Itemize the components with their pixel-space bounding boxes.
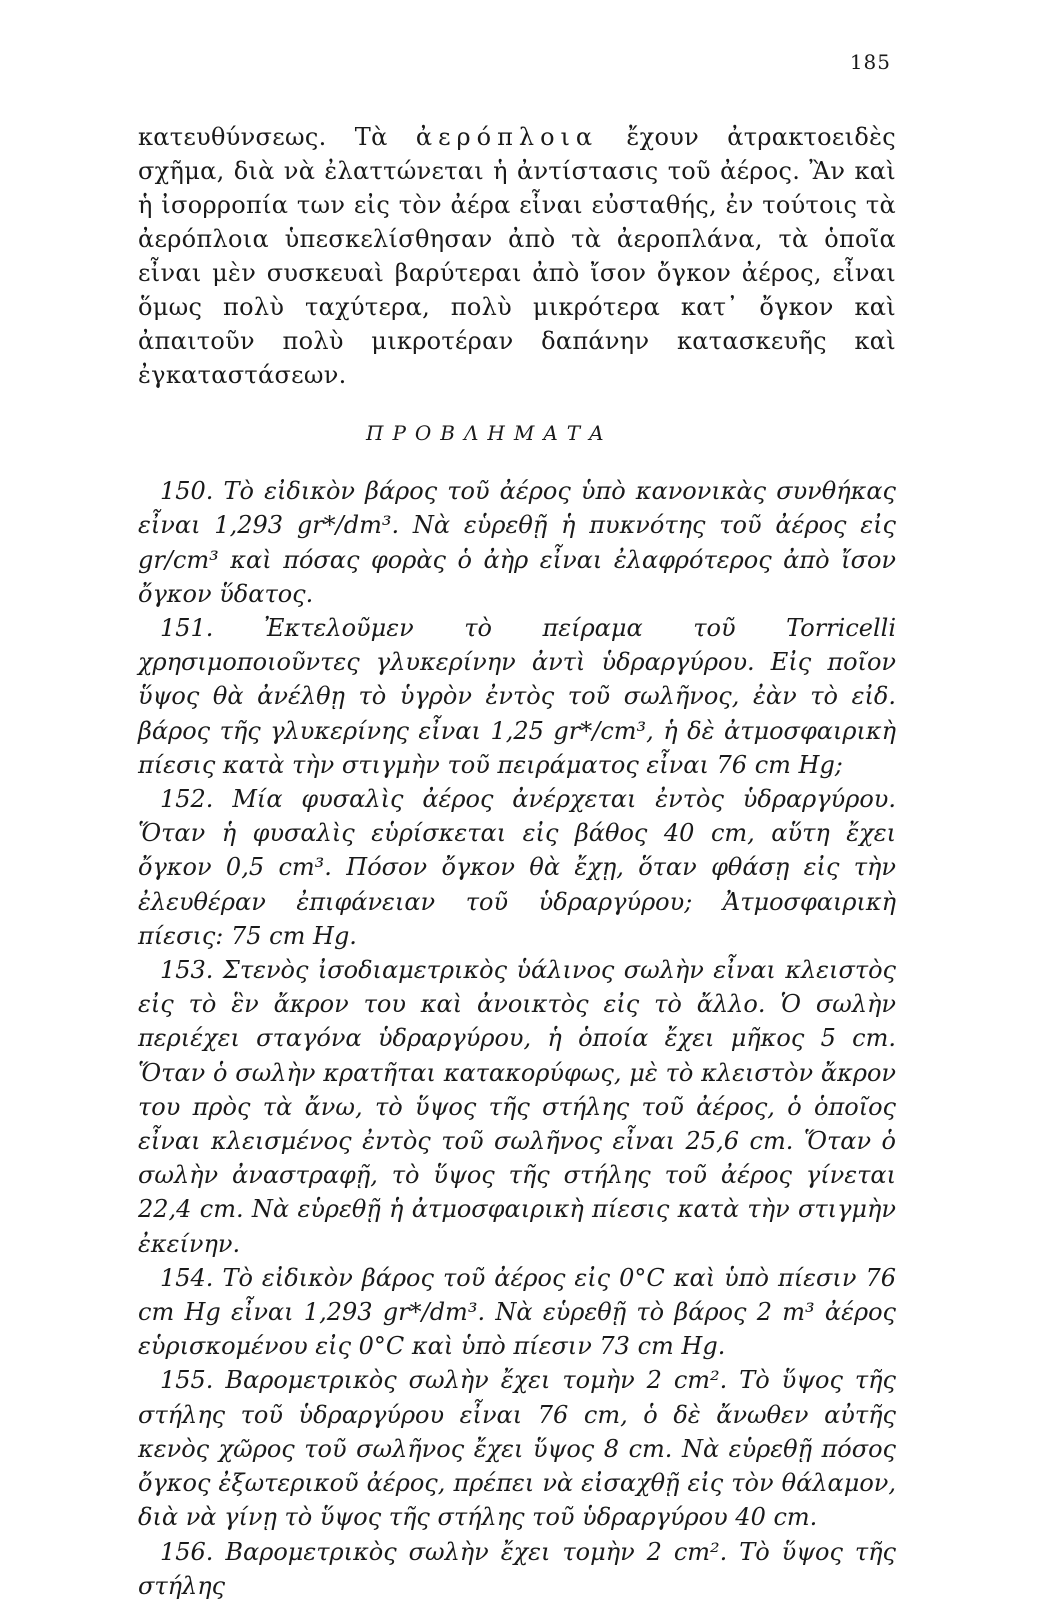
problem-number: 151.	[160, 614, 214, 643]
problem-list	[138, 474, 896, 1603]
problem-number: 155.	[160, 1366, 214, 1395]
problem-item	[138, 611, 896, 782]
problem-text: Τὸ εἰδικὸν βάρος τοῦ ἀέρος εἰς 0°C καὶ ὑπὸ πίεσιν 76 cm Hg εἶναι 1,293 gr*/dm³. Νὰ εὑρεθῇ τὸ βάρος 2 m³ ἀέρος εὑρισκομένου εἰς 0°C καὶ ὑπὸ πίεσιν 73 cm Hg.	[138, 1263, 896, 1361]
problem-text: Τὸ εἰδικὸν βάρος τοῦ ἀέρος ὑπὸ κανονικὰς συνθήκας εἶναι 1,293 gr*/dm³. Νὰ εὑρεθῇ ἡ πυκνότης τοῦ ἀέρος εἰς gr/cm³ καὶ πόσας φορὰς ὁ ἀὴρ εἶναι ἐλαφρότερος ἀπὸ ἴσον ὄγκον ὕδατος.	[138, 477, 896, 608]
problem-text: Βαρομετρικὸς σωλὴν ἔχει τομὴν 2 cm². Τὸ ὕψος τῆς στήλης	[138, 1537, 896, 1600]
problem-item	[138, 782, 896, 953]
problem-item	[138, 474, 896, 611]
problem-item	[138, 1363, 896, 1534]
intro-text-start: κατευθύνσεως. Τὰ	[138, 123, 416, 151]
intro-text-rest: ἔχουν ἀτρακτοειδὲς σχῆμα, διὰ νὰ ἐλαττώνεται ἡ ἀντίστασις τοῦ ἀέρος. Ἂν καὶ ἡ ἰσορροπία των εἰς τὸν ἀέρα εἶναι εὐσταθής, ἐν τούτοις τὰ ἀερόπλοια ὑπεσκελίσθησαν ἀπὸ τὰ ἀεροπλάνα, τὰ ὁποῖα εἶναι μὲν συσκευαὶ βαρύτεραι ἀπὸ ἴσον ὄγκον ἀέρος, εἶναι ὅμως πολὺ ταχύτερα, πολὺ μικρότερα κατ᾽ ὄγκον καὶ ἀπαιτοῦν πολὺ μικροτέραν δαπάνην κατασκευῆς καὶ ἐγκαταστάσεων.	[138, 123, 897, 389]
problem-text: Μία φυσαλὶς ἀέρος ἀνέρχεται ἐντὸς ὑδραργύρου. Ὅταν ἡ φυσαλὶς εὑρίσκεται εἰς βάθος 40 cm, αὕτη ἔχει ὄγκον 0,5 cm³. Πόσον ὄγκον θὰ ἔχῃ, ὅταν φθάσῃ εἰς τὴν ἐλευθέραν ἐπιφάνειαν τοῦ ὑδραργύρου; Ἀτμοσφαιρικὴ πίεσις: 75 cm Hg.	[138, 785, 896, 950]
problem-number: 152.	[160, 785, 214, 814]
page-number: 185	[849, 50, 891, 74]
problem-text: Στενὸς ἰσοδιαμετρικὸς ὑάλινος σωλὴν εἶναι κλειστὸς εἰς τὸ ἓν ἄκρον του καὶ ἀνοικτὸς εἰς τὸ ἄλλο. Ὁ σωλὴν περιέχει σταγόνα ὑδραργύρου, ἡ ὁποία ἔχει μῆκος 5 cm. Ὅταν ὁ σωλὴν κρατῆται κατακορύφως, μὲ τὸ κλειστὸν ἄκρον του πρὸς τὰ ἄνω, τὸ ὕψος τῆς στήλης τοῦ ἀέρος, ὁ ὁποῖος εἶναι κλεισμένος ἐντὸς τοῦ σωλῆνος εἶναι 25,6 cm. Ὅταν ὁ σωλὴν ἀναστραφῇ, τὸ ὕψος τῆς στήλης τοῦ ἀέρος γίνεται 22,4 cm. Νὰ εὑρεθῇ ἡ ἀτμοσφαιρικὴ πίεσις κατὰ τὴν στιγμὴν ἐκείνην.	[138, 956, 896, 1258]
page-body	[138, 120, 896, 1603]
problem-item	[138, 1535, 896, 1603]
problem-number: 156.	[160, 1537, 214, 1566]
section-heading: ΠΡΟΒΛΗΜΑΤΑ	[366, 421, 613, 445]
problem-number: 154.	[160, 1263, 214, 1292]
problem-item	[138, 953, 896, 1261]
problem-number: 150.	[160, 477, 214, 506]
intro-paragraph	[138, 120, 896, 392]
problem-number: 153.	[160, 956, 214, 985]
problem-item	[138, 1261, 896, 1364]
intro-spaced-term: ἀερόπλοια	[415, 123, 599, 151]
problem-text: Βαρομετρικὸς σωλὴν ἔχει τομὴν 2 cm². Τὸ ὕψος τῆς στήλης τοῦ ὑδραργύρου εἶναι 76 cm, ὁ δὲ ἄνωθεν αὐτῆς κενὸς χῶρος τοῦ σωλῆνος ἔχει ὕψος 8 cm. Νὰ εὑρεθῇ πόσος ὄγκος ἐξωτερικοῦ ἀέρος, πρέπει νὰ εἰσαχθῇ εἰς τὸν θάλαμον, διὰ νὰ γίνῃ τὸ ὕψος τῆς στήλης τοῦ ὑδραργύρου 40 cm.	[138, 1366, 896, 1532]
problem-text: Ἐκτελοῦμεν τὸ πείραμα τοῦ Torricelli χρησιμοποιοῦντες γλυκερίνην ἀντὶ ὑδραργύρου. Εἰς ποῖον ὕψος θὰ ἀνέλθῃ τὸ ὑγρὸν ἐντὸς τοῦ σωλῆνος, ἐὰν τὸ εἰδ. βάρος τῆς γλυκερίνης εἶναι 1,25 gr*/cm³, ἡ δὲ ἀτμοσφαιρικὴ πίεσις κατὰ τὴν στιγμὴν τοῦ πειράματος εἶναι 76 cm Hg;	[138, 614, 896, 779]
